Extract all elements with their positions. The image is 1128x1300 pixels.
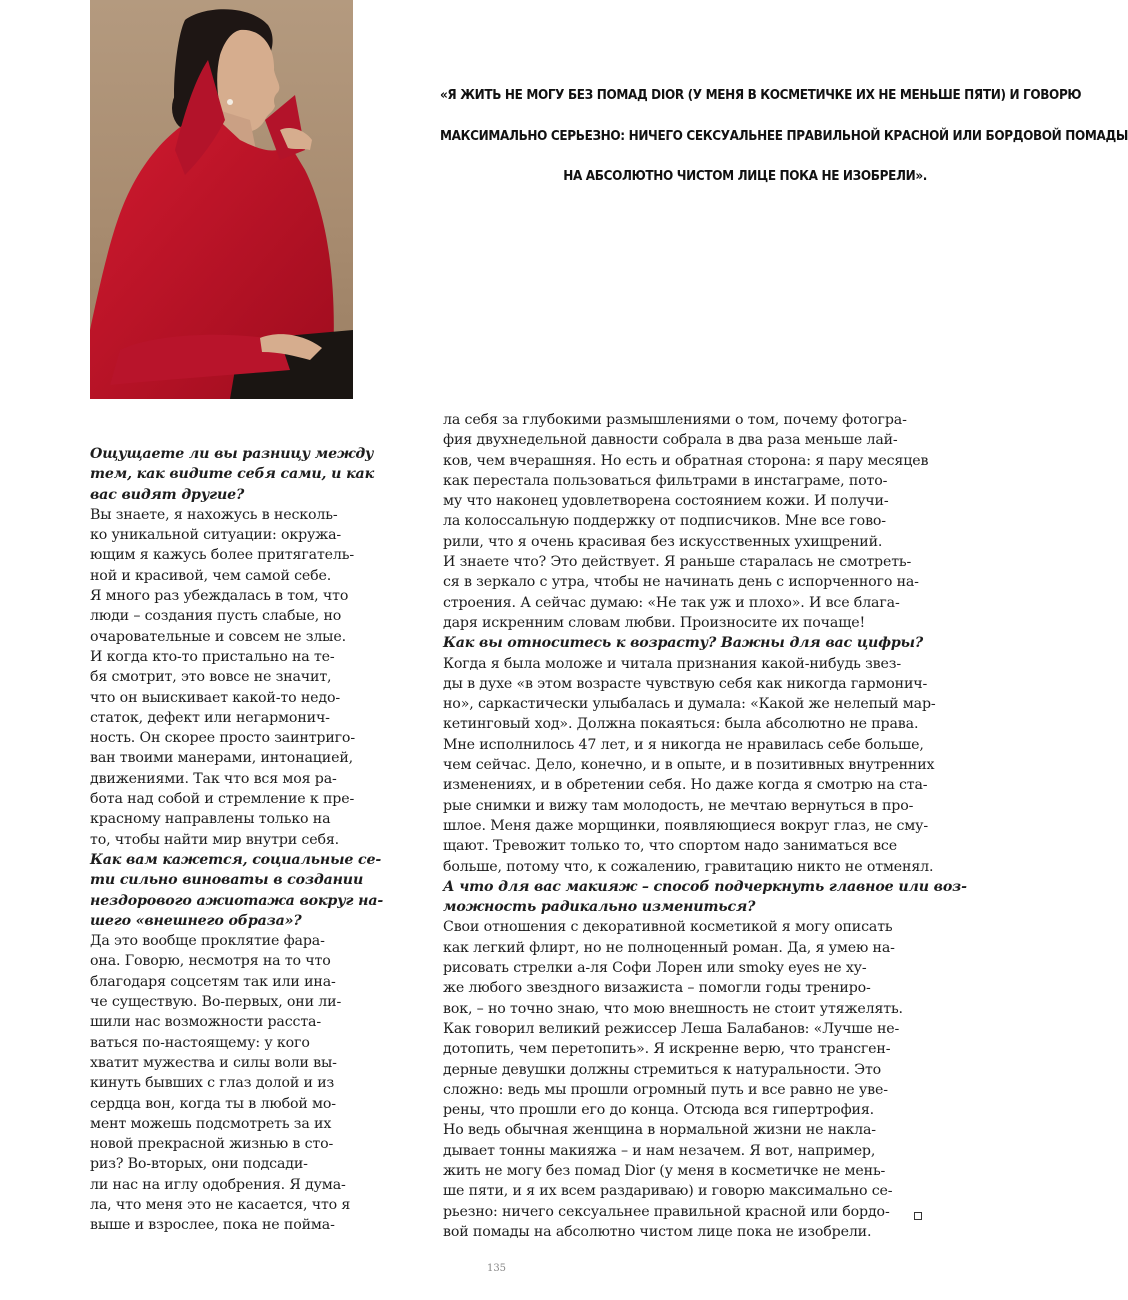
interview-question-line: тем, как видите себя сами, и как (90, 466, 375, 483)
article-text-line: даря искренним словам любви. Произносите их почаще! (443, 614, 866, 631)
article-text-line: хватит мужества и силы воли вы- (90, 1054, 337, 1071)
article-text-line: И когда кто-то пристально на те- (90, 648, 335, 665)
article-text-line: благодаря соцсетям так или ина- (90, 973, 336, 990)
article-text-line: вой помады на абсолютно чистом лице пока не изобрели. (443, 1223, 872, 1240)
article-text-line: рены, что прошли его до конца. Отсюда вся гипертрофия. (443, 1102, 874, 1119)
portrait-photo (90, 0, 353, 399)
article-text-line: изменениях, и в обретении себя. Но даже когда я смотрю на ста- (443, 777, 928, 794)
article-text-line: жить не могу без помад Dior (у меня в косметичке не мень- (443, 1162, 886, 1179)
article-column-left (90, 444, 384, 1236)
interview-question-line: ти сильно виноваты в создании (90, 872, 364, 889)
article-text-line: ды в духе «в этом возрасте чувствую себя как никогда гармонич- (443, 675, 928, 692)
article-text-line: щают. Тревожит только то, что спортом надо заниматься все (443, 838, 897, 855)
square-end-mark-icon (914, 1212, 922, 1220)
article-text-line: рисовать стрелки а-ля Софи Лорен или smoky eyes не ху- (443, 960, 867, 977)
article-text-line: Как говорил великий режиссер Леша Балабанов: «Лучше не- (443, 1020, 900, 1037)
article-text-line: Но ведь обычная женщина в нормальной жизни не накла- (443, 1122, 876, 1139)
article-text-line: фия двухнедельной давности собрала в два раза меньше лай- (443, 432, 898, 449)
article-text-line: ше пяти, и я их всем раздариваю) и говорю максимально се- (443, 1183, 893, 1200)
article-text-line: И знаете что? Это действует. Я раньше старалась не смотреть- (443, 554, 912, 571)
article-text-line: ла, что меня это не касается, что я (90, 1196, 351, 1213)
article-text-line: бота над собой и стремление к пре- (90, 791, 355, 808)
article-text-line: красному направлены только на (90, 811, 331, 828)
article-text-line: новой прекрасной жизнью в сто- (90, 1136, 334, 1153)
article-text-line: Свои отношения с декоративной косметикой я могу описать (443, 919, 893, 936)
article-text-line: она. Говорю, несмотря на то что (90, 953, 331, 970)
article-text-line: ван твоими манерами, интонацией, (90, 750, 354, 767)
article-text-line: очаровательные и совсем не злые. (90, 628, 346, 645)
interview-question-line: Как вы относитесь к возрасту? Важны для вас цифры? (443, 635, 924, 652)
article-text-line: ко уникальной ситуации: окружа- (90, 527, 342, 544)
article-text-line: ков, чем вчерашняя. Но есть и обратная сторона: я пару месяцев (443, 452, 929, 469)
article-text-line: как легкий флирт, но не полноценный роман. Да, я умею на- (443, 939, 895, 956)
article-text-line: ли нас на иглу одобрения. Я дума- (90, 1176, 346, 1193)
pull-quote-line: «Я ЖИТЬ НЕ МОГУ БЕЗ ПОМАД DIOR (У МЕНЯ В КОСМЕТИЧКЕ ИХ НЕ МЕНЬШЕ ПЯТИ) И ГОВОРЮ (440, 88, 1082, 103)
article-text-line: дерные девушки должны стремиться к натуральности. Это (443, 1061, 882, 1078)
interview-question-line: можность радикально измениться? (443, 899, 756, 916)
article-text-line: кинуть бывших с глаз долой и из (90, 1075, 335, 1092)
article-text-line: Вы знаете, я нахожусь в несколь- (90, 506, 338, 523)
article-text-line: ность. Он скорее просто заинтриго- (90, 730, 355, 747)
article-text-line: строения. А сейчас думаю: «Не так уж и плохо». И все блага- (443, 594, 900, 611)
article-text-line: люди – создания пусть слабые, но (90, 608, 342, 625)
page-number: 135 (486, 1263, 507, 1274)
article-text-line: то, чтобы найти мир внутри себя. (90, 831, 340, 848)
article-text-line: ся в зеркало с утра, чтобы не начинать день с испорченного на- (443, 574, 919, 591)
article-text-line: рьезно: ничего сексуальнее правильной красной или бордо- (443, 1203, 890, 1220)
article-text-line: что он выискивает какой-то недо- (90, 689, 341, 706)
article-text-line: ваться по-настоящему: у кого (90, 1034, 310, 1051)
article-text-line: сердца вон, когда ты в любой мо- (90, 1095, 336, 1112)
article-text-line: бя смотрит, это вовсе не значит, (90, 669, 332, 686)
pull-quote (440, 76, 1128, 198)
article-text-line: дотопить, чем перетопить». Я искренне верю, что трансген- (443, 1041, 891, 1058)
article-text-line: мент можешь подсмотреть за их (90, 1115, 332, 1132)
article-text-line: Я много раз убеждалась в том, что (90, 588, 349, 605)
article-text-line: шили нас возможности расста- (90, 1014, 321, 1031)
article-text-line: че существую. Во-первых, они ли- (90, 994, 342, 1011)
article-text-line: статок, дефект или негармонич- (90, 709, 330, 726)
article-text-line: рые снимки и вижу там молодость, не мечтаю вернуться в про- (443, 797, 914, 814)
article-text-line: Мне исполнилось 47 лет, и я никогда не нравилась себе больше, (443, 736, 924, 753)
interview-question-line: шего «внешнего образа»? (90, 912, 302, 929)
article-text-line: Когда я была моложе и читала признания какой-нибудь звез- (443, 655, 901, 672)
interview-question-line: А что для вас макияж – способ подчеркнуть главное или воз- (443, 878, 967, 895)
article-text-line: дывает тонны макияжа – и нам незачем. Я вот, например, (443, 1142, 876, 1159)
article-text-line: рили, что я очень красивая без искусственных ухищрений. (443, 533, 883, 550)
article-text-line: ла себя за глубокими размышлениями о том, почему фотогра- (443, 412, 907, 428)
interview-question-line: вас видят другие? (90, 486, 245, 503)
article-text-line: шлое. Меня даже морщинки, появляющиеся вокруг глаз, не сму- (443, 817, 929, 834)
article-text-line: му что наконец удовлетворена состоянием кожи. И получи- (443, 493, 889, 510)
interview-question-line: Ощущаете ли вы разницу между (90, 446, 374, 462)
article-text-line: но», саркастически улыбалась и думала: «Какой же нелепый мар- (443, 696, 936, 713)
pull-quote-line: МАКСИМАЛЬНО СЕРЬЕЗНО: НИЧЕГО СЕКСУАЛЬНЕЕ ПРАВИЛЬНОЙ КРАСНОЙ ИЛИ БОРДОВОЙ ПОМАДЫ (440, 128, 1128, 144)
article-text-line: Да это вообще проклятие фара- (90, 933, 325, 950)
article-text-line: сложно: ведь мы прошли огромный путь и все равно не уве- (443, 1081, 888, 1098)
article-text-line: чем сейчас. Дело, конечно, и в опыте, и в позитивных внутренних (443, 757, 935, 774)
article-text-line: же любого звездного визажиста – помогли годы трениро- (443, 980, 871, 997)
interview-question-line: нездорового ажиотажа вокруг на- (90, 892, 384, 909)
article-text-line: движениями. Так что вся моя ра- (90, 770, 337, 787)
article-text-line: кетинговый ход». Должна покаяться: была абсолютно не права. (443, 716, 919, 733)
article-text-line: ла колоссальную поддержку от подписчиков. Мне все гово- (443, 513, 886, 530)
article-text-line: больше, потому что, к сожалению, гравитацию никто не отменял. (443, 858, 934, 875)
article-text-line: ющим я кажусь более притягатель- (90, 547, 354, 564)
article-text-line: ной и красивой, чем самой себе. (90, 567, 332, 584)
article-text-line: выше и взрослее, пока не пойма- (90, 1217, 335, 1234)
article-column-right (443, 410, 967, 1242)
article-text-line: как перестала пользоваться фильтрами в инстаграме, пото- (443, 472, 888, 489)
article-text-line: вок, – но точно знаю, что мою внешность не стоит утяжелять. (443, 1000, 903, 1017)
interview-question-line: Как вам кажется, социальные се- (90, 851, 382, 868)
pull-quote-line: НА АБСОЛЮТНО ЧИСТОМ ЛИЦЕ ПОКА НЕ ИЗОБРЕЛИ». (563, 169, 927, 184)
portrait-illustration (90, 0, 353, 399)
article-text-line: риз? Во-вторых, они подсади- (90, 1156, 308, 1173)
